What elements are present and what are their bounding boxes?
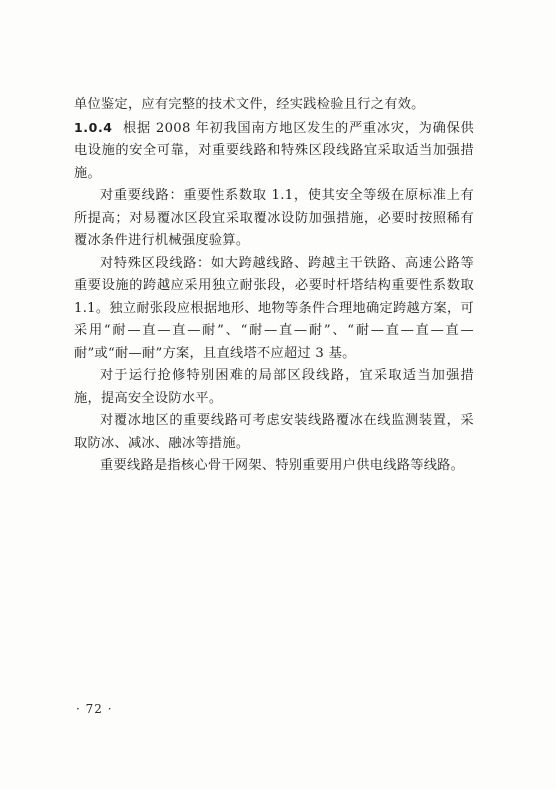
page-number: · 72 · [76,702,113,716]
clause-paragraph [74,117,474,186]
paragraph-special-sections: 对特殊区段线路：如大跨越线路、跨越主干铁路、高速公路等重要设施的跨越应采用独立耐张段，必要时杆塔结构重要性系数取 1.1。独立耐张段应根据地形、地物等条件合理地确定跨越方案，可采用“耐—直—直—耐”、“耐—直—耐”、“耐—直—直—直—耐”或“耐—耐”方案，且直线塔不应超过 3 基。 [74,255,474,361]
clause-text: 根据 2008 年初我国南方地区发生的严重冰灾，为确保供电设施的安全可靠，对重要线路和特殊区段线路宜采取适当加强措施。 [74,120,474,181]
page-body [74,94,474,478]
paragraph-difficult-sections: 对于运行抢修特别困难的局部区段线路，宜采取适当加强措施，提高安全设防水平。 [74,368,474,406]
paragraph-icing-monitoring: 对覆冰地区的重要线路可考虑安装线路覆冰在线监测装置，采取防冰、减冰、融冰等措施。 [74,413,474,451]
clause-number: 1.0.4 [74,119,113,135]
paragraph-definition: 重要线路是指核心骨干网架、特别重要用户供电线路等线路。 [100,458,465,473]
paragraph-important-lines: 对重要线路：重要性系数取 1.1，使其安全等级在原标准上有所提高；对易覆冰区段宜采取覆冰设防加强措施，必要时按照稀有覆冰条件进行机械强度验算。 [74,188,474,248]
continuation-text: 单位鉴定，应有完整的技术文件，经实践检验且行之有效。 [74,97,425,112]
